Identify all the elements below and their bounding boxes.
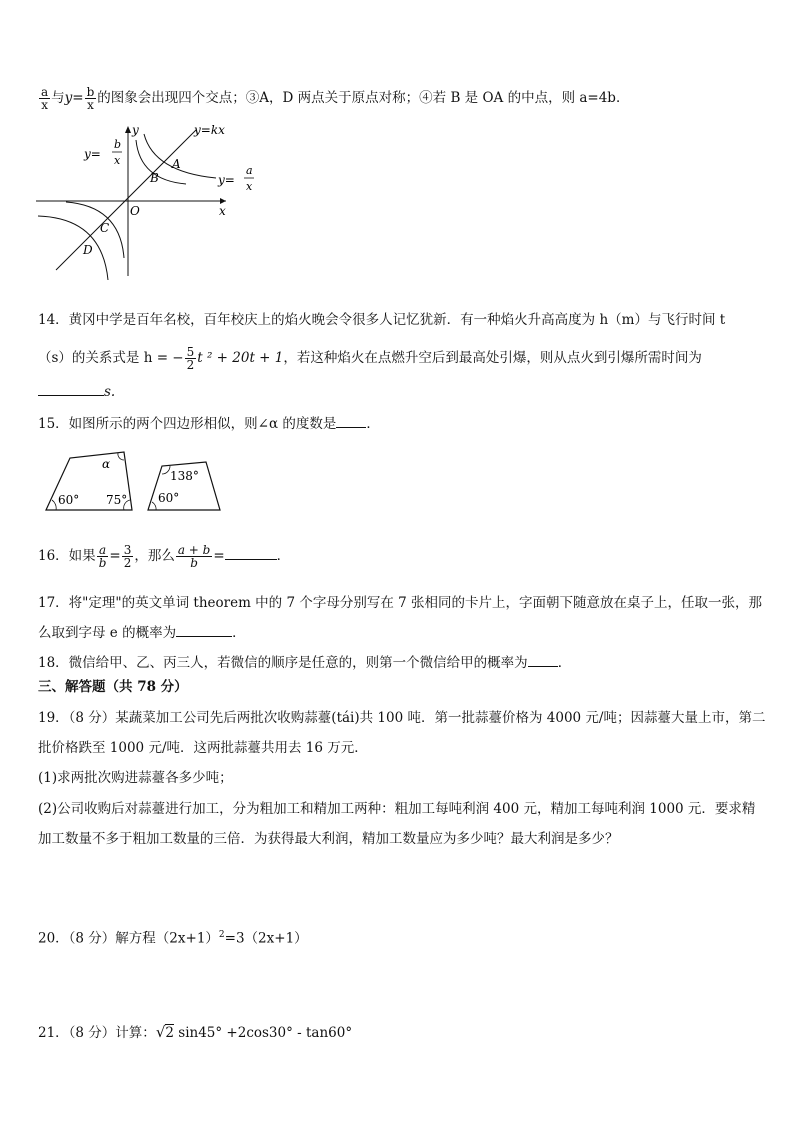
origin-label: O xyxy=(130,204,140,218)
angle-138: 138° xyxy=(170,469,199,483)
section-title: 三、解答题（共 78 分） xyxy=(38,679,188,695)
y-axis-arrow xyxy=(125,126,131,133)
answer-blank[interactable] xyxy=(225,547,277,560)
fraction-b-over-x: $\frac{b}{x}$ xyxy=(86,85,95,112)
svg-text:b: b xyxy=(114,138,122,151)
q17-line2: 么取到字母 e 的概率为 ． xyxy=(38,625,246,641)
svg-text:x: x xyxy=(114,154,121,167)
point-D: D xyxy=(83,243,93,257)
answer-blank[interactable] xyxy=(336,415,366,428)
q14-line3: s. xyxy=(38,382,115,402)
line-y-kx xyxy=(56,130,196,270)
q17-line1: 17．将"定理"的英文单词 theorem 中的 7 个字母分别写在 7 张相同的卡片上，字面朝下随意放在桌子上，任取一张，那 xyxy=(38,595,763,611)
label-y-kx: y=kx xyxy=(194,123,225,137)
point-B: B xyxy=(150,171,159,185)
q13-line: $\frac{a}{x}$ 与y= $\frac{b}{x}$ 的图象会出现四个交点；③A，D 两点关于原点对称；④若 B 是 OA 的中点，则 a=4b． xyxy=(41,85,630,112)
svg-text:a: a xyxy=(246,164,253,177)
q15-figure xyxy=(40,450,240,516)
q19-line4: (2)公司收购后对蒜薹进行加工，分为粗加工和精加工两种：粗加工每吨利润 400 元，精加工每吨利润 1000 元．要求精 xyxy=(38,801,756,817)
point-C: C xyxy=(100,221,110,235)
angle-60-left: 60° xyxy=(58,493,80,507)
q13-text: 的图象会出现四个交点；③A，D 两点关于原点对称；④若 B 是 OA 的中点，则 a=4b． xyxy=(97,90,630,106)
q14-line1: 14．黄冈中学是百年名校，百年校庆上的焰火晚会令很多人记忆犹新．有一种焰火升高高度为 h（m）与飞行时间 t xyxy=(38,312,726,328)
fraction-a-over-x: $\frac{a}{x}$ xyxy=(41,85,49,112)
q19-line2: 批价格跌至 1000 元/吨．这两批蒜薹共用去 16 万元． xyxy=(38,740,368,756)
label-y-b: y= xyxy=(84,147,101,161)
axis-label-y: y xyxy=(132,123,139,137)
point-A: A xyxy=(172,157,181,171)
angle-alpha: α xyxy=(102,457,111,471)
q19-line3: (1)求两批次购进蒜薹各多少吨； xyxy=(38,770,233,786)
label-y-a: y= xyxy=(218,173,235,187)
sqrt-symbol: √ xyxy=(155,1023,166,1041)
angle-60-right: 60° xyxy=(158,491,180,505)
q14-line2: （s）的关系式是 h = − $\frac{5}{2}$ t ² + 20t + 1，若这种焰火在点燃升空后到最高处引爆，则从点火到引爆所需时间为 xyxy=(38,345,702,372)
q19-line5: 加工数量不多于粗加工数量的三倍．为获得最大利润，精加工数量应为多少吨？最大利润是多少？ xyxy=(38,831,619,847)
answer-blank[interactable] xyxy=(176,624,232,637)
angle-75: 75° xyxy=(106,493,128,507)
q13-figure xyxy=(36,120,276,280)
q15-line: 15．如图所示的两个四边形相似，则∠α 的度数是 ． xyxy=(38,416,380,432)
q19-line1: 19．（8 分）某蔬菜加工公司先后两批次收购蒜薹(tái)共 100 吨．第一批蒜薹价格为 4000 元/吨；因蒜薹大量上市，第二 xyxy=(38,710,766,726)
svg-text:x: x xyxy=(246,180,253,193)
q16-line: 16．如果 $\frac{a}{b}$ = $\frac{3}{2}$ ，那么 $\frac{a + b}{b}$ = ． xyxy=(38,543,291,570)
q20-line: 20．（8 分）解方程$(2x+1)^2=3(2x+1)$ xyxy=(38,930,308,947)
q21-line: 21．（8 分）计算：√2 sin45° +2cos30° - tan60° xyxy=(38,1023,353,1041)
answer-blank[interactable] xyxy=(38,383,104,396)
q18-line: 18．微信给甲、乙、丙三人，若微信的顺序是任意的，则第一个微信给甲的概率为 ． xyxy=(38,655,572,671)
answer-blank[interactable] xyxy=(528,654,558,667)
axis-label-x: x xyxy=(219,204,226,218)
curve-a-over-x-q3 xyxy=(38,216,108,280)
